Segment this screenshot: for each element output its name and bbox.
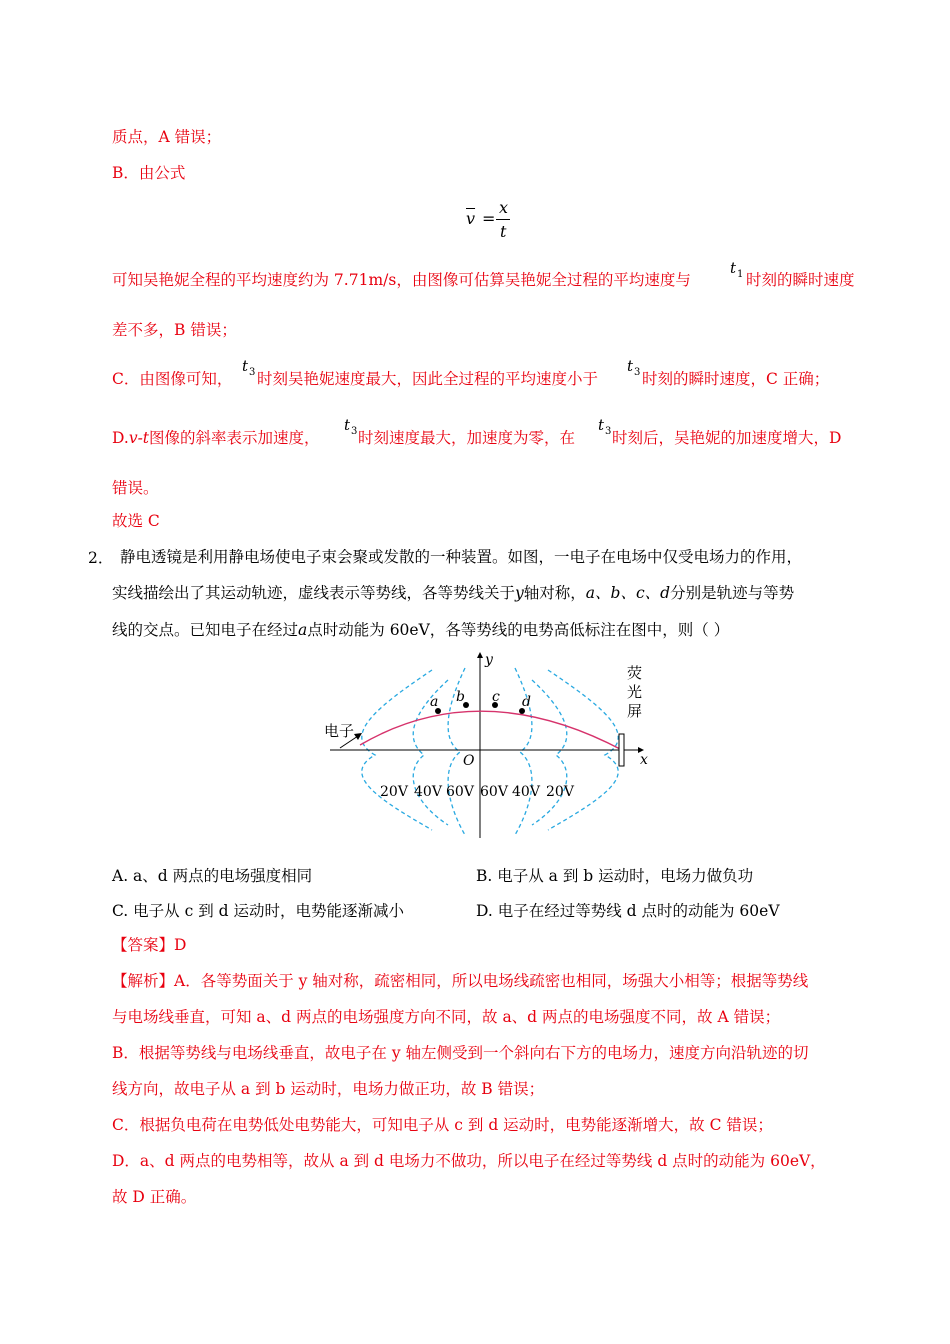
label-screen-2: 光 [627, 683, 643, 701]
fluorescent-screen [619, 734, 624, 766]
vt-label: v-t [128, 429, 150, 447]
solution-line-6 [112, 427, 320, 449]
t1-symbol: $t_1$ [730, 259, 744, 280]
solution-line-6a: D. [112, 429, 129, 447]
analysis-line-1: 【解析】A．各等势面关于 y 轴对称，疏密相同，所以电场线疏密也相同，场强大小相等；根据等势线 [112, 972, 809, 990]
solution-line-3a: 可知吴艳妮全程的平均速度约为 7.71m/s，由图像可估算吴艳妮全过程的平均速度与 [112, 271, 691, 289]
solution-line-6c: 图像的斜率表示加速度， [149, 429, 320, 447]
analysis-line-5: C．根据负电荷在电势低处电势能大，可知电子从 c 到 d 运动时，电势能逐渐增大，故 C 错误； [112, 1116, 773, 1134]
answer: 【答案】D [112, 936, 187, 954]
analysis-line-7: 故 D 正确。 [112, 1188, 197, 1206]
formula-denominator: t [500, 222, 507, 241]
solution-line-7: 错误。 [112, 479, 159, 497]
solution-line-3b: 时刻的瞬时速度 [746, 271, 855, 289]
solution-line-1: 质点，A 错误； [112, 128, 222, 146]
label-electron: 电子 [324, 722, 355, 740]
t3-symbol-4: $t_3$ [598, 416, 612, 437]
label-screen-3: 屏 [627, 702, 643, 720]
solution-line-6d: 时刻速度最大，加速度为零，在 [358, 429, 576, 447]
analysis-line-2: 与电场线垂直，可知 a、d 两点的电场强度方向不同，故 a、d 两点的电场强度不同，故 A 错误； [112, 1008, 781, 1026]
analysis-line-3: B．根据等势线与电场线垂直，故电子在 y 轴左侧受到一个斜向右下方的电场力，速度方向沿轨迹的切 [112, 1044, 809, 1062]
label-screen-1: 荧 [627, 664, 643, 682]
potential-label-4: 60V [480, 784, 508, 800]
label-a: a [430, 694, 439, 710]
label-c: c [492, 689, 500, 705]
electron-arrowhead [354, 733, 362, 740]
electrostatic-lens-figure [320, 650, 660, 840]
analysis-line-6: D．a、d 两点的电势相等，故从 a 到 d 电场力不做功，所以电子在经过等势线 d 点时的动能为 60eV， [112, 1152, 826, 1170]
potential-label-5: 40V [512, 784, 540, 800]
question-stem-1: 静电透镜是利用静电场使电子束会聚或发散的一种装置。如图，一电子在电场中仅受电场力的作用， [120, 548, 803, 566]
t3-symbol-2: $t_3$ [627, 357, 641, 378]
formula-numerator: x [499, 198, 509, 217]
question-number: 2． [88, 549, 114, 567]
solution-line-5c: 时刻的瞬时速度，C 正确； [642, 370, 830, 388]
solution-line-6e: 时刻后，吴艳妮的加速度增大，D [612, 429, 842, 447]
solution-line-5a: C．由图像可知， [112, 370, 233, 388]
analysis-line-4: 线方向，故电子从 a 到 b 运动时，电场力做正功，故 B 错误； [112, 1080, 545, 1098]
equipotential-lines [362, 668, 618, 835]
label-d: d [522, 694, 531, 710]
y-axis-arrow [477, 652, 483, 658]
label-x: x [640, 752, 648, 768]
solution-line-4: 差不多，B 错误； [112, 321, 237, 339]
formula-v: $\overline{v}$ [466, 209, 476, 228]
solution-line-5b: 时刻吴艳妮速度最大，因此全过程的平均速度小于 [257, 370, 599, 388]
question-stem-3: 线的交点。已知电子在经过a点时动能为 60eV，各等势线的电势高低标注在图中，则（ ） [112, 621, 730, 639]
potential-label-3: 60V [446, 784, 474, 800]
label-y: y [485, 652, 493, 668]
t3-symbol-3: $t_3$ [344, 416, 358, 437]
t3-symbol-1: $t_3$ [242, 357, 256, 378]
question-stem-2: 实线描绘出了其运动轨迹，虚线表示等势线，各等势线关于y轴对称，a、b、c、d分别是轨迹与等势 [112, 584, 795, 602]
option-a[interactable]: A. a、d 两点的电场强度相同 [112, 867, 313, 885]
solution-line-8: 故选 C [112, 512, 160, 530]
option-d[interactable]: D. 电子在经过等势线 d 点时的动能为 60eV [476, 902, 780, 920]
option-c[interactable]: C. 电子从 c 到 d 运动时，电势能逐渐减小 [112, 902, 404, 920]
solution-line-2: B．由公式 [112, 164, 186, 182]
formula-equals: = [482, 209, 496, 228]
label-b: b [456, 689, 465, 705]
potential-label-2: 40V [414, 784, 442, 800]
potential-label-1: 20V [380, 784, 408, 800]
option-b[interactable]: B. 电子从 a 到 b 运动时，电场力做负功 [476, 867, 754, 885]
label-origin: O [463, 753, 475, 769]
potential-label-6: 20V [546, 784, 574, 800]
electron-trajectory [360, 711, 622, 750]
fraction-bar [496, 219, 510, 220]
average-velocity-formula [466, 198, 526, 244]
